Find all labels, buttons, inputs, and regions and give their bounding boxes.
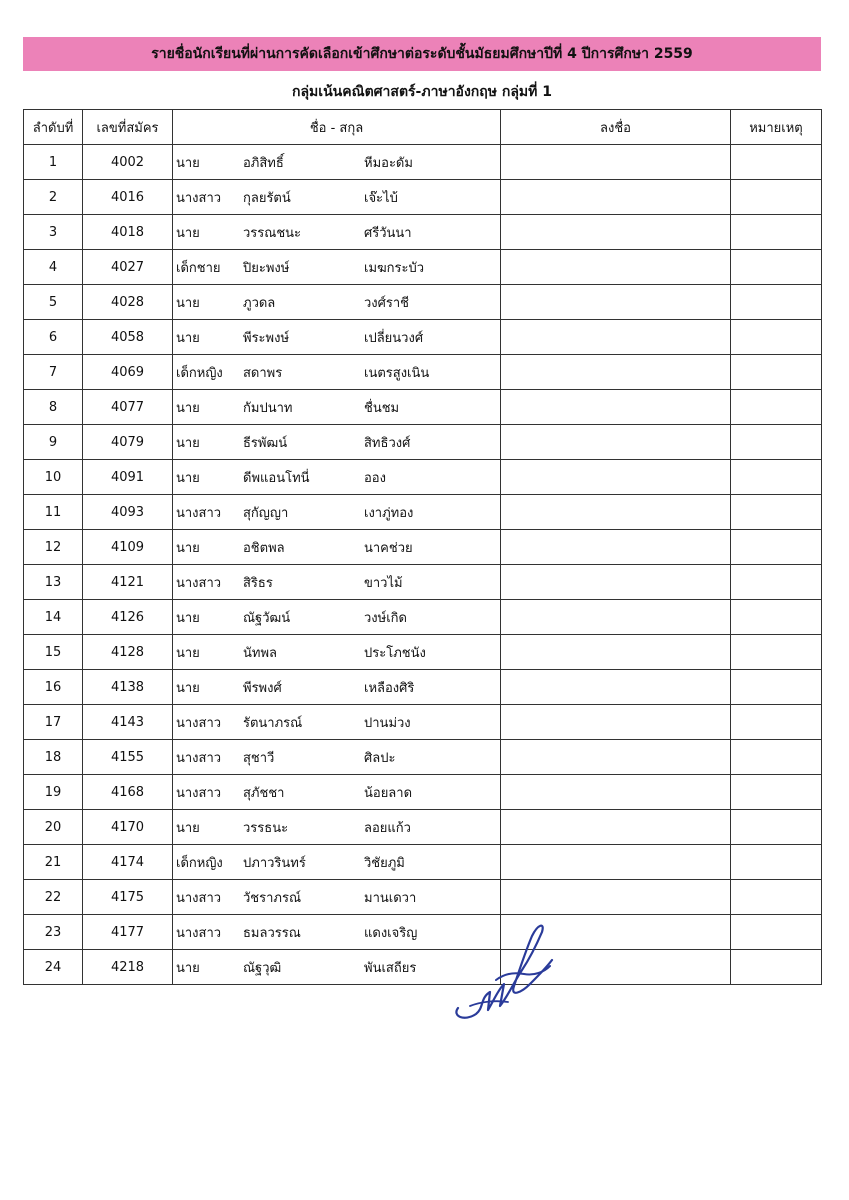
cell-full-name: [173, 740, 501, 775]
cell-remarks[interactable]: [731, 950, 822, 985]
last-name: หีมอะดัม: [364, 155, 413, 171]
name-title: นาย: [176, 225, 200, 241]
cell-application-no: 4091: [83, 460, 173, 495]
table-row: [24, 775, 822, 810]
cell-application-no: 4126: [83, 600, 173, 635]
cell-signature[interactable]: [501, 215, 731, 250]
first-name: พีระพงษ์: [243, 330, 290, 346]
cell-remarks[interactable]: [731, 915, 822, 950]
table-row: [24, 845, 822, 880]
name-title: นาย: [176, 400, 200, 416]
first-name: วรรณชนะ: [243, 225, 302, 241]
cell-remarks[interactable]: [731, 845, 822, 880]
cell-signature[interactable]: [501, 145, 731, 180]
name-title: นางสาว: [176, 750, 222, 766]
last-name: ลอยแก้ว: [364, 820, 411, 836]
table-row: [24, 670, 822, 705]
cell-order: 9: [24, 425, 83, 460]
name-title: เด็กหญิง: [176, 365, 223, 381]
cell-remarks[interactable]: [731, 390, 822, 425]
table-row: [24, 355, 822, 390]
cell-order: 14: [24, 600, 83, 635]
cell-signature[interactable]: [501, 670, 731, 705]
cell-remarks[interactable]: [731, 810, 822, 845]
table-row: [24, 215, 822, 250]
cell-order: 8: [24, 390, 83, 425]
cell-full-name: [173, 390, 501, 425]
table-row: [24, 320, 822, 355]
name-title: นาย: [176, 645, 200, 661]
table-row: [24, 635, 822, 670]
table-row: [24, 740, 822, 775]
cell-application-no: 4143: [83, 705, 173, 740]
name-title: นาย: [176, 330, 200, 346]
name-title: นางสาว: [176, 505, 222, 521]
first-name: ภูวดล: [243, 295, 276, 311]
last-name: เนตรสูงเนิน: [364, 365, 430, 381]
first-name: ณัฐวุฒิ: [243, 960, 282, 976]
last-name: ปานม่วง: [364, 715, 411, 731]
last-name: ศิลปะ: [364, 750, 396, 766]
last-name: พันเสถียร: [364, 960, 417, 976]
last-name: เงาภู่ทอง: [364, 505, 414, 521]
last-name: วงษ์เกิด: [364, 610, 407, 626]
name-title: นางสาว: [176, 890, 222, 906]
first-name: สุกัญญา: [243, 505, 289, 521]
cell-order: 2: [24, 180, 83, 215]
table-row: [24, 145, 822, 180]
name-title: เด็กหญิง: [176, 855, 223, 871]
table-row: [24, 705, 822, 740]
cell-full-name: [173, 460, 501, 495]
last-name: เมฆกระบัว: [364, 260, 425, 276]
cell-full-name: [173, 600, 501, 635]
last-name: สิทธิวงศ์: [364, 435, 411, 451]
cell-application-no: 4109: [83, 530, 173, 565]
cell-full-name: [173, 215, 501, 250]
col-header-order: ลำดับที่: [24, 110, 83, 145]
cell-remarks[interactable]: [731, 635, 822, 670]
first-name: วรรธนะ: [243, 820, 289, 836]
name-title: นาย: [176, 680, 200, 696]
name-title: นาย: [176, 540, 200, 556]
last-name: เจ๊ะไบ้: [364, 190, 398, 206]
cell-application-no: 4174: [83, 845, 173, 880]
first-name: พีรพงศ์: [243, 680, 282, 696]
cell-remarks[interactable]: [731, 530, 822, 565]
cell-remarks[interactable]: [731, 460, 822, 495]
name-title: นางสาว: [176, 190, 222, 206]
col-header-application-no: เลขที่สมัคร: [83, 110, 173, 145]
cell-full-name: [173, 425, 501, 460]
name-title: นาย: [176, 960, 200, 976]
table-row: [24, 950, 822, 985]
col-header-signature: ลงชื่อ: [501, 110, 731, 145]
table-row: [24, 250, 822, 285]
table-row: [24, 460, 822, 495]
last-name: ศรีวันนา: [364, 225, 412, 241]
cell-signature[interactable]: [501, 740, 731, 775]
cell-full-name: [173, 285, 501, 320]
cell-full-name: [173, 775, 501, 810]
cell-order: 18: [24, 740, 83, 775]
last-name: แดงเจริญ: [364, 925, 418, 941]
last-name: ชื่นชม: [364, 400, 400, 416]
table-header-row: [24, 110, 822, 145]
name-title: เด็กชาย: [176, 260, 221, 276]
last-name: วิชัยภูมิ: [364, 855, 405, 871]
last-name: วงศ์ราชี: [364, 295, 410, 311]
first-name: กุลยรัตน์: [243, 190, 291, 206]
first-name: อภิสิทธิ์: [243, 155, 284, 171]
cell-application-no: 4077: [83, 390, 173, 425]
first-name: สุภัชชา: [243, 785, 285, 801]
first-name: รัตนาภรณ์: [243, 715, 303, 731]
cell-remarks[interactable]: [731, 355, 822, 390]
cell-full-name: [173, 530, 501, 565]
cell-remarks[interactable]: [731, 705, 822, 740]
table-row: [24, 915, 822, 950]
name-title: นางสาว: [176, 925, 222, 941]
cell-remarks[interactable]: [731, 425, 822, 460]
first-name: ปิยะพงษ์: [243, 260, 290, 276]
table-row: [24, 390, 822, 425]
cell-application-no: 4058: [83, 320, 173, 355]
table-row: [24, 530, 822, 565]
cell-remarks[interactable]: [731, 670, 822, 705]
group-subtitle: กลุ่มเน้นคณิตศาสตร์-ภาษาอังกฤษ กลุ่มที่ 1: [292, 84, 552, 100]
first-name: สิริธร: [243, 575, 273, 591]
cell-signature[interactable]: [501, 810, 731, 845]
cell-application-no: 4018: [83, 215, 173, 250]
first-name: ธีรพัฒน์: [243, 435, 288, 451]
first-name: ณัฐวัฒน์: [243, 610, 291, 626]
cell-signature[interactable]: [501, 775, 731, 810]
table-row: [24, 565, 822, 600]
name-title: นางสาว: [176, 575, 222, 591]
cell-full-name: [173, 250, 501, 285]
col-header-full-name: ชื่อ - สกุล: [173, 110, 501, 145]
cell-remarks[interactable]: [731, 250, 822, 285]
cell-full-name: [173, 180, 501, 215]
first-name: ดีพแอนโทนี่: [243, 470, 310, 486]
cell-order: 7: [24, 355, 83, 390]
last-name: เปลี่ยนวงศ์: [364, 330, 424, 346]
cell-full-name: [173, 635, 501, 670]
first-name: กัมปนาท: [243, 400, 293, 416]
cell-full-name: [173, 320, 501, 355]
last-name: เหลืองศิริ: [364, 680, 415, 696]
cell-full-name: [173, 810, 501, 845]
cell-full-name: [173, 565, 501, 600]
name-title: นาย: [176, 155, 200, 171]
cell-application-no: 4168: [83, 775, 173, 810]
last-name: ออง: [364, 470, 386, 486]
cell-remarks[interactable]: [731, 775, 822, 810]
first-name: วัชราภรณ์: [243, 890, 302, 906]
cell-order: 5: [24, 285, 83, 320]
cell-order: 4: [24, 250, 83, 285]
first-name: นัทพล: [243, 645, 277, 661]
document-title: รายชื่อนักเรียนที่ผ่านการคัดเลือกเข้าศึกษาต่อระดับชั้นมัธยมศึกษาปีที่ 4 ปีการศึกษา 2559: [151, 46, 693, 62]
cell-signature[interactable]: [501, 565, 731, 600]
cell-order: 16: [24, 670, 83, 705]
cell-signature[interactable]: [501, 600, 731, 635]
cell-signature[interactable]: [501, 845, 731, 880]
table-row: [24, 425, 822, 460]
cell-signature[interactable]: [501, 635, 731, 670]
last-name: นาคช่วย: [364, 540, 413, 556]
first-name: ธมลวรรณ: [243, 925, 301, 941]
col-header-remarks: หมายเหตุ: [731, 110, 822, 145]
cell-application-no: 4175: [83, 880, 173, 915]
table-row: [24, 600, 822, 635]
cell-order: 15: [24, 635, 83, 670]
cell-signature[interactable]: [501, 425, 731, 460]
student-roster-table: [23, 109, 822, 985]
cell-application-no: 4128: [83, 635, 173, 670]
table-body: [24, 145, 822, 985]
name-title: นาย: [176, 610, 200, 626]
cell-order: 3: [24, 215, 83, 250]
cell-signature[interactable]: [501, 390, 731, 425]
cell-order: 20: [24, 810, 83, 845]
cell-remarks[interactable]: [731, 740, 822, 775]
cell-full-name: [173, 495, 501, 530]
name-title: นางสาว: [176, 785, 222, 801]
cell-remarks[interactable]: [731, 600, 822, 635]
name-title: นาย: [176, 295, 200, 311]
cell-signature[interactable]: [501, 355, 731, 390]
name-title: นางสาว: [176, 715, 222, 731]
cell-application-no: 4121: [83, 565, 173, 600]
cell-remarks[interactable]: [731, 320, 822, 355]
table-row: [24, 180, 822, 215]
cell-signature[interactable]: [501, 285, 731, 320]
cell-full-name: [173, 670, 501, 705]
cell-order: 21: [24, 845, 83, 880]
cell-application-no: 4093: [83, 495, 173, 530]
cell-application-no: 4016: [83, 180, 173, 215]
cell-order: 24: [24, 950, 83, 985]
first-name: อชิตพล: [243, 540, 285, 556]
cell-full-name: [173, 355, 501, 390]
cell-application-no: 4138: [83, 670, 173, 705]
cell-application-no: 4028: [83, 285, 173, 320]
handwritten-signature-icon: [450, 910, 560, 1030]
cell-remarks[interactable]: [731, 285, 822, 320]
cell-order: 11: [24, 495, 83, 530]
cell-order: 6: [24, 320, 83, 355]
name-title: นาย: [176, 435, 200, 451]
cell-full-name: [173, 845, 501, 880]
cell-order: 1: [24, 145, 83, 180]
cell-signature[interactable]: [501, 460, 731, 495]
cell-application-no: 4069: [83, 355, 173, 390]
cell-full-name: [173, 145, 501, 180]
cell-order: 19: [24, 775, 83, 810]
cell-order: 10: [24, 460, 83, 495]
cell-application-no: 4002: [83, 145, 173, 180]
cell-remarks[interactable]: [731, 880, 822, 915]
cell-signature[interactable]: [501, 320, 731, 355]
cell-order: 12: [24, 530, 83, 565]
cell-signature[interactable]: [501, 530, 731, 565]
last-name: ประโภชนัง: [364, 645, 426, 661]
cell-order: 23: [24, 915, 83, 950]
cell-order: 22: [24, 880, 83, 915]
table-row: [24, 880, 822, 915]
cell-signature[interactable]: [501, 705, 731, 740]
cell-remarks[interactable]: [731, 145, 822, 180]
cell-application-no: 4079: [83, 425, 173, 460]
cell-application-no: 4155: [83, 740, 173, 775]
cell-remarks[interactable]: [731, 495, 822, 530]
first-name: สุชาวี: [243, 750, 275, 766]
cell-application-no: 4170: [83, 810, 173, 845]
cell-remarks[interactable]: [731, 215, 822, 250]
table-row: [24, 495, 822, 530]
document-title-banner: [23, 37, 821, 71]
first-name: สดาพร: [243, 365, 283, 381]
cell-application-no: 4177: [83, 915, 173, 950]
first-name: ปภาวรินทร์: [243, 855, 306, 871]
cell-application-no: 4027: [83, 250, 173, 285]
cell-application-no: 4218: [83, 950, 173, 985]
cell-remarks[interactable]: [731, 565, 822, 600]
last-name: น้อยลาด: [364, 785, 413, 801]
last-name: มานเดวา: [364, 890, 417, 906]
cell-order: 17: [24, 705, 83, 740]
table-row: [24, 810, 822, 845]
cell-remarks[interactable]: [731, 180, 822, 215]
cell-full-name: [173, 705, 501, 740]
last-name: ขาวไม้: [364, 575, 403, 591]
cell-order: 13: [24, 565, 83, 600]
name-title: นาย: [176, 470, 200, 486]
cell-signature[interactable]: [501, 250, 731, 285]
cell-signature[interactable]: [501, 495, 731, 530]
table-row: [24, 285, 822, 320]
name-title: นาย: [176, 820, 200, 836]
cell-signature[interactable]: [501, 180, 731, 215]
